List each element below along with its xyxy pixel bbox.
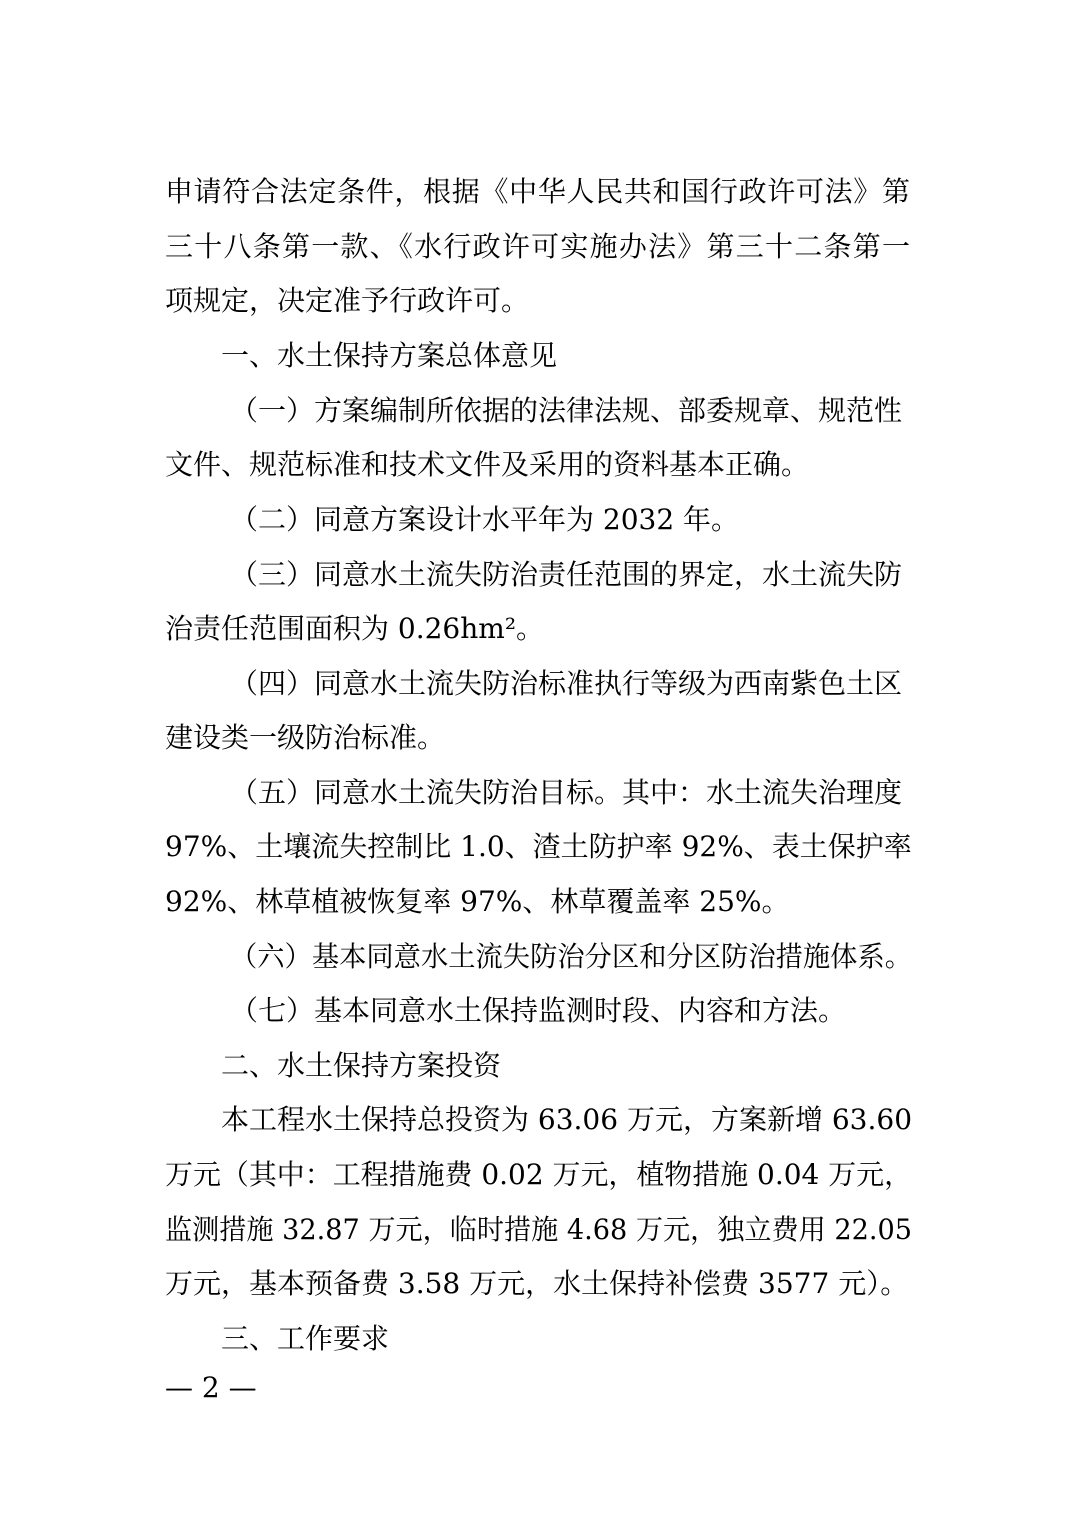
section-heading	[0, 1041, 1074, 1091]
section-heading-text: 一、水土保持方案总体意见	[221, 339, 558, 372]
page-number: — 2 —	[165, 1371, 257, 1404]
text-line	[0, 986, 1074, 1036]
text-line	[0, 495, 1074, 545]
text-line	[0, 1259, 1074, 1309]
line-text: 92%、林草植被恢复率 97%、林草覆盖率 25%。	[165, 885, 790, 918]
text-line	[0, 932, 1074, 982]
line-text: 97%、土壤流失控制比 1.0、渣土防护率 92%、表土保护率	[165, 830, 912, 863]
text-line	[0, 877, 1074, 927]
text-line	[0, 276, 1074, 326]
text-line	[0, 1150, 1074, 1200]
text-line	[0, 1095, 1074, 1145]
line-text: （六）基本同意水土流失防治分区和分区防治措施体系。	[230, 940, 913, 973]
line-text: （三）同意水土流失防治责任范围的界定，水土流失防	[230, 558, 903, 591]
text-line	[165, 822, 910, 872]
section-heading	[0, 331, 1074, 381]
line-text: 文件、规范标准和技术文件及采用的资料基本正确。	[165, 448, 810, 481]
line-text: 万元（其中：工程措施费 0.02 万元，植物措施 0.04 万元，	[165, 1158, 913, 1191]
line-text: 项规定，决定准予行政许可。	[165, 284, 530, 317]
line-text: （五）同意水土流失防治目标。其中：水土流失治理度	[230, 776, 903, 809]
text-line	[0, 713, 1074, 763]
text-line	[0, 440, 1074, 490]
section-heading-text: 二、水土保持方案投资	[221, 1049, 502, 1082]
line-text: 监测措施 32.87 万元，临时措施 4.68 万元，独立费用 22.05	[165, 1213, 913, 1246]
line-text: （七）基本同意水土保持监测时段、内容和方法。	[230, 994, 847, 1027]
text-line	[165, 167, 910, 217]
text-line	[0, 386, 1074, 436]
line-text: 三十八条第一款、《水行政许可实施办法》第三十二条第一	[165, 230, 910, 263]
line-text: 本工程水土保持总投资为 63.06 万元，方案新增 63.60	[221, 1103, 913, 1136]
line-text: （二）同意方案设计水平年为 2032 年。	[230, 503, 740, 536]
section-heading-text: 三、工作要求	[221, 1322, 390, 1355]
text-line	[0, 659, 1074, 709]
line-text: （四）同意水土流失防治标准执行等级为西南紫色土区	[230, 667, 903, 700]
section-heading	[0, 1314, 1074, 1364]
line-text: （一）方案编制所依据的法律法规、部委规章、规范性	[230, 394, 903, 427]
text-line	[165, 1205, 913, 1255]
text-line	[0, 550, 1074, 600]
line-text: 万元，基本预备费 3.58 万元，水土保持补偿费 3577 元）。	[165, 1267, 909, 1300]
text-line	[0, 604, 1074, 654]
text-line	[0, 768, 1074, 818]
line-text: 建设类一级防治标准。	[165, 721, 446, 754]
line-text: 申请符合法定条件，根据《中华人民共和国行政许可法》第	[165, 175, 910, 208]
text-line	[165, 222, 910, 272]
line-text: 治责任范围面积为 0.26hm²。	[165, 612, 545, 645]
